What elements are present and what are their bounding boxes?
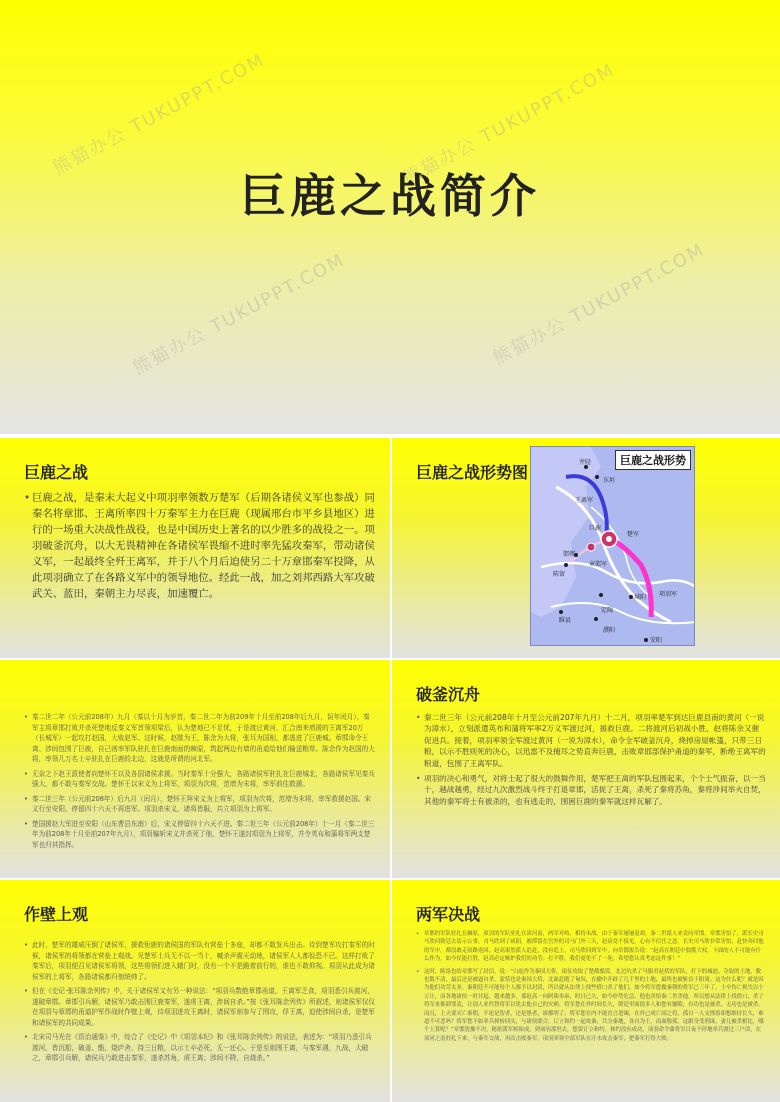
- slide-burn-boats: [390, 658, 780, 878]
- watermark: 熊猫办公 TUKUPPT.COM: [49, 49, 269, 180]
- slide-title: 巨鹿之战: [24, 463, 89, 482]
- map-label: 城阳: [634, 594, 647, 601]
- map-label: 东垣: [603, 477, 616, 484]
- watermark: 熊猫办公 TUKUPPT.COM: [489, 239, 709, 370]
- map-label: 井陉: [579, 459, 592, 466]
- slide-title: 巨鹿之战形势图: [416, 463, 529, 482]
- cover-slide: [0, 0, 780, 434]
- map-label: 巨鹿: [589, 525, 602, 532]
- page-title: 巨鹿之战简介: [240, 169, 540, 223]
- battle-map: [530, 446, 695, 646]
- map-label: 定陶: [601, 607, 614, 614]
- bullet: • 楚国援赵大军进至安阳（山东曹县东南）后，宋义停留四十六天不进。秦二世三年（公元前208年）十一月（秦二世三年为前208年十月至前207年九月），项羽骗斩宋义并杀死了他，楚怀王遂封项羽为上将军，并令英布和蒲将军两支楚军也归其指挥。: [24, 819, 376, 851]
- watermark: 熊猫办公 TUKUPPT.COM: [399, 59, 619, 190]
- bullet: • 这时，陈馀也给章邯写了封信，说：“白起作为秦国大将，南征攻取了楚都鄢郢，北边坑杀了马服君赵括的军队，打下的城池、夺取的土地，数也数不清，最后还是被逼自杀。蒙恬也是秦国大将，北面赶跑了匈奴，在榆中开辟了几千里的土地，最终也被斩首于阳周。这为什么呢？就是因为他们功劳太多，秦朝廷不可能每个人都予以封赏，所以就从法律上找些借口杀了他们。如今将军您做秦朝的将军已三年了，士卒伤亡损失以十万计，而各地诸侯一时并起，越来越多，那赵高一向阿谀奉承，时日已久，如今形势危急，他也害怕秦二世杀他，所以想从法律上找借口，杀了将军来推卸罪责，让别人来代替将军以免去他自己的灾祸。将军您在外时间长久，朝廷里面很多人和您有嫌隙，有功也是被杀，无功也是被杀。而且，上天要灭亡秦朝，不论是智者，还是愚者，谁都明了。将军您在内不能直言进谏，在外已成亡国之将，孤自一人支撑着却想维持长久，难道不可悲吗？将军您不如率兵掉转回头，与诸侯联合，订立和约一起攻秦，共分秦地，各自为王，南面称孤，这跟身受刑诛，妻儿被杀相比，哪个上算呢？”章邯犹豫不决，秘密派军候始成，到项羽那里去，想要订立和约。和约没有成功，项羽命令蒲将军日夜不停地率兵渡过三户津，在漳河之南驻扎下来，与秦军交战，再次击败秦军。项羽率领全部军队在汙水攻击秦军，把秦军打得大败。: [416, 968, 766, 1044]
- bullet: • 巨鹿之战，是秦末大起义中项羽率领数万楚军（后期各诸侯义军也参战）同秦名将章邯、王离所率四十万秦军主力在巨鹿（现属邢台市平乡县地区）进行的一场重大决战性战役，也是中国历史上著名的以少胜多的战役之一。项羽破釜沉舟，以大无畏精神在各诸侯军畏缩不进时率先猛攻秦军，带动诸侯义军，一起最终全歼王离军，并于八个月后迫使另二十万章邯秦军投降，从此项羽确立了在各路义军中的领导地位。经此一战，加之刘邦西路大军攻破武关、蓝田，秦朝主力尽丧，加速覆亡。: [24, 490, 376, 602]
- bullet: • 北宋司马光在《资治通鉴》中，综合了《史记》中《项羽本纪》和《张耳陈余列传》的说法，表述为：“项羽乃悉引兵渡河，皆沉船，破釜、甑，烧庐舍，持三日粮，以示士卒必死，无一还心。于是至则围王离，与秦军遇，九战，大破之，章邯引兵解，诸侯兵乃敢进击秦军，遂杀苏角，虏王离；涉间不降，自烧杀。”: [24, 1032, 376, 1064]
- map-label: 濮阳: [603, 627, 616, 634]
- map-label: 王离军: [575, 497, 594, 504]
- slide-title: 两军决战: [416, 905, 481, 924]
- bullet: • 秦二世三年（公元前208年）后九月（闰月），楚怀王拜宋义为上将军，项羽为次将，范增为末将，率军救援赵国。宋义行至安阳，停留四十六天不再进军。项羽杀宋义，诸将皆服，共立项羽为上将军。: [24, 794, 376, 815]
- slide-background: [0, 658, 390, 878]
- bullet: • 无奈之下赵王派使者向楚怀王以及各国诸侯求援。当时秦军十分强大，各路诸侯军驻扎在巨鹿城北，各路诸侯军见秦兵强大，都不敢与秦军交战。楚怀王以宋义为上将军，项羽为次将，范增为末将，率军前往救援。: [24, 769, 376, 790]
- slide-watching: [0, 878, 390, 1102]
- map-label: 安阳: [650, 637, 663, 644]
- bullet: • 秦二世二年（公元前208年）九月（秦以十月为岁首，秦二世二年为前209年十月至前208年后九月，误年闰月），秦军主将章邯打败并杀死楚地反秦义军首领项梁后，认为楚地已不足忧，于是渡过黄河，汇合南来增援的王离军20万（长城军）一起攻打赵国，大败赵军。这时候，赵歇为王，陈余为大将，张耳为国相，都逃进了巨鹿城。章邯命令王离、涉间包围了巨鹿，自己则率军队驻扎在巨鹿南面的棘原，筑起两边有墙的甬道给他们输送粮草。陈余作为赵国的大将，率领几万名士卒驻扎在巨鹿的北边，这就是所谓的河北军。: [24, 712, 376, 765]
- map-label: 章邯军: [589, 561, 608, 568]
- map-label: 项羽军: [659, 591, 678, 598]
- slide-decisive-battle: [390, 878, 780, 1102]
- map-label: 楚军: [627, 531, 640, 538]
- slide-title: 破釜沉舟: [416, 685, 481, 704]
- bullet: • 章邯的军队驻扎在棘原，项羽的军队驻扎在漳河南，两军对峙，相持未战。由于秦军屡屡退却，秦二世派人来责问章邯，章邯害怕了，派长史司马欣回朝廷去请示公事。司马欣到了咸阳，被滞留在宫外的司马门外三天，赵高竟不接见，心有不信任之意。长史司马欣非常害怕，赶快奔回他的军中，都没敢走原路返回，赵高果然派人追赶，没有追上。司马欣回到军中，向章邯报告说：“赵高在朝廷中独揽大权，下面的人不可能有什么作为，如今仗能打胜，赵高必定嫉妒我们的功劳；打不胜，我们更免不了一死。希望您认真考虑这件事！”: [416, 930, 766, 964]
- map-title: 巨鹿之战形势: [615, 450, 691, 470]
- bullet: • 秦二世三年（公元前208年十月至公元前207年九月）十二月，项羽率楚军到达巨鹿县南的黄河（一说为漳水），立刻派遣英布和蒲将军率2万义军渡过河，援救巨鹿。二将渡河后初战小胜，赵将陈余又催促进兵。接着，项羽率领全军渡过黄河（一说为漳水），命令全军破釜沉舟，烧掉房屋帐篷，只带三日粮，以示不胜则死的决心，以迅雷不及掩耳之势直奔巨鹿，击败章邯部保护甬道的秦军，断绝王离军的粮道，包围了王离军队。: [416, 712, 766, 769]
- slide-battle-intro: [0, 438, 390, 658]
- map-label: 陈留: [553, 571, 566, 578]
- slide-title: 作壁上观: [24, 905, 89, 924]
- watermark: 熊猫办公 TUKUPPT.COM: [129, 249, 349, 380]
- bullet: • 项羽的决心和勇气，对将士起了很大的鼓舞作用，楚军把王离的军队包围起来，个个士气振奋，以一当十，越战越勇，经过九次激烈战斗终于打退章邯，活捉了王离，杀死了秦将苏角，秦将涉间举火自焚，其他的秦军将士有被杀的，也有逃走的，围困巨鹿的秦军就这样瓦解了。: [416, 773, 766, 807]
- map-label: 邯郸: [563, 551, 576, 558]
- bullet: • 此时，楚军的雄威压倒了诸侯军，援救钜鹿的诸侯国的军队有营垒十多座，却都不敢发兵出击。待到楚军攻打秦军的时候，诸侯军的将领都在营垒上观战。见楚军士兵无不以一当十，喊杀声震天动地，诸侯军人人都惊恐不已。这样打败了秦军后，项羽便召见诸侯军将领，这些将领们进入辕门时，没有一个不是跪着前行的，谁也不敢仰视。项羽从此成为诸侯军的上将军，各路诸侯都归他统帅了。: [24, 940, 376, 982]
- map-label: 睢县: [559, 617, 572, 624]
- bullet: • 但在《史记·张耳陈余列传》中，关于诸侯军又有另一种说法：“项羽兵数绝章邯甬道，王离军乏食，项羽悉引兵渡河，遂破章邯。章邯引兵解，诸侯军乃敢击围巨鹿秦军，遂虏王离，涉间自杀。”按《张耳陈余列传》所叙述，则诸侯军仅仅在项羽与章邯的甬道护军作战时作壁上观，待项羽进攻王离时，诸侯军则参与了围攻，俘王离，迫使涉间自杀，是楚军和诸侯军的共同成果。: [24, 986, 376, 1028]
